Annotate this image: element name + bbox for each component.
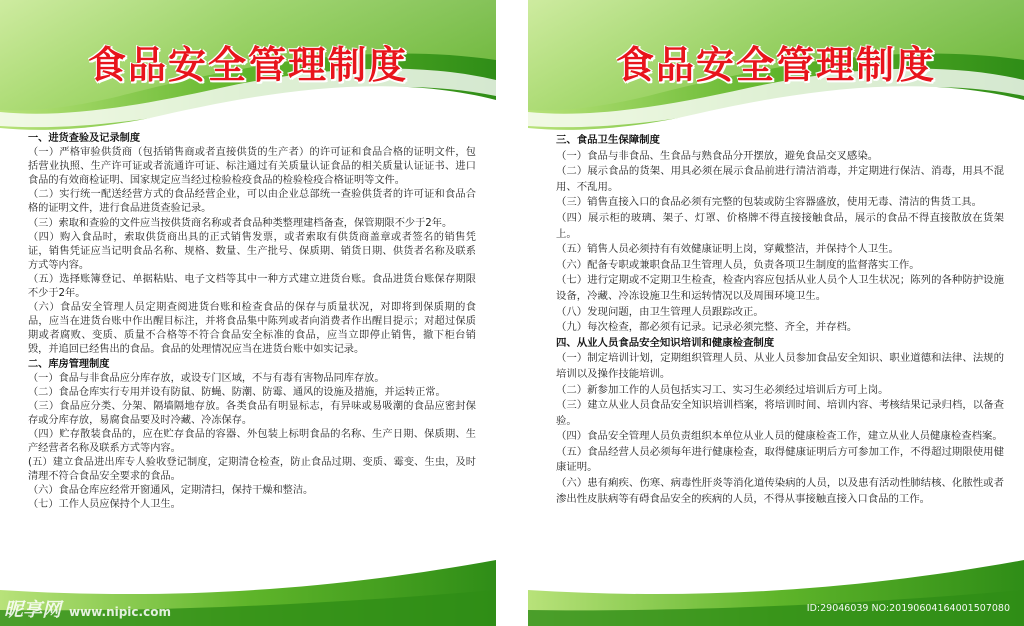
regulation-item: （三）建立从业人员食品安全知识培训档案，将培训时间、培训内容、考核结果记录归档，以备查验。 — [556, 399, 1004, 427]
site-watermark — [4, 595, 171, 622]
regulation-item: （四）贮存散装食品的，应在贮存食品的容器、外包装上标明食品的名称、生产日期、保质期、生产经营者名称及联系方式等内容。 — [28, 428, 476, 455]
regulation-item: （一）严格审验供货商（包括销售商或者直接供货的生产者）的许可证和食品合格的证明文件，包括营业执照、生产许可证或者流通许可证、标注通过有关质量认证食品的相关质量认证证书、进口食品的有效商检证明、国家规定应当经过检验检疫食品的检验检疫合格证明等文件。 — [28, 147, 476, 187]
regulation-item: （七）进行定期或不定期卫生检查，检查内容应包括从业人员个人卫生状况；陈列的各种防护设施设备，冷藏、冷冻设施卫生和运转情况以及周围环境卫生。 — [556, 274, 1004, 302]
regulation-item: （四）购入食品时，索取供货商出具的正式销售发票，或者索取有供货商盖章或者签名的销售凭证，销售凭证应当记明食品名称、规格、数量、生产批号、保质期、销货日期、供货者名称及联系方式等内容。 — [28, 231, 476, 271]
section-heading: 一、进货查验及记录制度 — [28, 133, 141, 144]
poster-title: 食品安全管理制度 — [615, 43, 936, 87]
regulation-item: （五）选择账簿登记、单据粘贴、电子文档等其中一种方式建立进货台账。食品进货台账保存期限不少于2年。 — [28, 273, 476, 300]
regulation-item: （四）食品安全管理人员负责组织本单位从业人员的健康检查工作，建立从业人员健康检查档案。 — [556, 430, 1003, 443]
regulation-item: （一）食品与非食品应分库存放，或设专门区域，不与有毒有害物品同库存放。 — [28, 372, 385, 384]
regulation-item: （五）食品经营人员必须每年进行健康检查，取得健康证明后方可参加工作，不得超过期限使用健康证明。 — [556, 445, 1004, 474]
regulation-item: （二）新参加工作的人员包括实习工、实习生必须经过培训后方可上岗。 — [556, 383, 889, 396]
regulation-item: （二）食品仓库实行专用并设有防鼠、防蝇、防潮、防霉、通风的设施及措施，并运转正常。 — [28, 386, 446, 398]
section-heading: 二、库房管理制度 — [28, 358, 110, 370]
regulation-item: （六）配备专职或兼职食品卫生管理人员，负责各项卫生制度的监督落实工作。 — [556, 258, 920, 271]
section-heading: 三、食品卫生保障制度 — [556, 134, 660, 146]
poster-panel-left — [0, 0, 496, 626]
regulations-content — [28, 132, 476, 513]
regulations-content — [556, 133, 1004, 507]
regulation-item: （四）展示柜的玻璃、架子、灯罩、价格牌不得直接接触食品，展示的食品不得直接散放在货架上。 — [556, 211, 1004, 240]
regulation-item: （八）发现问题，由卫生管理人员跟踪改正。 — [556, 305, 764, 318]
poster-panel-right — [528, 0, 1024, 626]
regulation-item: （六）食品仓库应经常开窗通风，定期清扫，保持干燥和整洁。 — [28, 485, 314, 497]
poster-title: 食品安全管理制度 — [87, 43, 408, 87]
regulation-item: （五）销售人员必须持有有效健康证明上岗，穿戴整洁，并保持个人卫生。 — [556, 243, 899, 256]
regulation-item: （一）食品与非食品、生食品与熟食品分开摆放，避免食品交叉感染。 — [556, 149, 879, 162]
regulation-item: （九）每次检查，都必须有记录。记录必须完整、齐全，并存档。 — [556, 321, 858, 334]
regulation-item: （一）制定培训计划，定期组织管理人员、从业人员参加食品安全知识、职业道德和法律、法规的培训以及操作技能培训。 — [556, 352, 1004, 380]
regulation-item: （七）工作人员应保持个人卫生。 — [28, 499, 181, 511]
panel-gap — [496, 0, 528, 626]
regulation-item: （三）销售直接入口的食品必须有完整的包装或防尘容器盛放，使用无毒、清洁的售货工具。 — [556, 196, 983, 209]
regulation-item: （二）实行统一配送经营方式的食品经营企业，可以由企业总部统一查验供货者的许可证和食品合格的证明文件，进行食品进货查验记录。 — [28, 189, 476, 215]
regulation-item: (五）建立食品进出库专人验收登记制度，定期清仓检查，防止食品过期、变质、霉变、生虫，及时清理不符合食品安全要求的食品。 — [28, 457, 476, 483]
watermark-logo: 昵享网 — [4, 599, 62, 621]
image-id-label: ID:29046039 NO:20190604164001507080 — [806, 603, 1010, 614]
regulation-item: （六）食品安全管理人员定期查阅进货台账和检查食品的保存与质量状况，对即将到保质期的食品，应当在进货台账中作出醒目标注，并将食品集中陈列或者向消费者作出醒目提示；对超过保质期或者腐败、变质、质量不合格等不符合食品安全标准的食品，应当立即停止销售，撤下柜台销毁，并追回已经售出的食品。食品的处理情况应当在进货台账中如实记录。 — [28, 302, 476, 356]
regulation-item: （六）患有痢疾、伤寒、病毒性肝炎等消化道传染病的人员，以及患有活动性肺结核、化脓性或者渗出性皮肤病等有碍食品安全的疾病的人员，不得从事接触直接入口食品的工作。 — [556, 477, 1004, 505]
section-heading: 四、从业人员食品安全知识培训和健康检查制度 — [556, 336, 775, 349]
regulation-item: （三）食品应分类、分架、隔墙隔地存放。各类食品有明显标志，有异味或易吸潮的食品应密封保存或分库存放，易腐食品要及时冷藏、冷冻保存。 — [28, 400, 476, 426]
regulation-item: （二）展示食品的货架、用具必须在展示食品前进行清洁消毒，并定期进行保洁、消毒，用具不混用、不乱用。 — [556, 165, 1004, 193]
regulation-item: （三）索取和查验的文件应当按供货商名称或者食品种类整理建档备查，保管期限不少于2年。 — [28, 217, 453, 229]
watermark-url: www.nipic.com — [69, 605, 171, 619]
